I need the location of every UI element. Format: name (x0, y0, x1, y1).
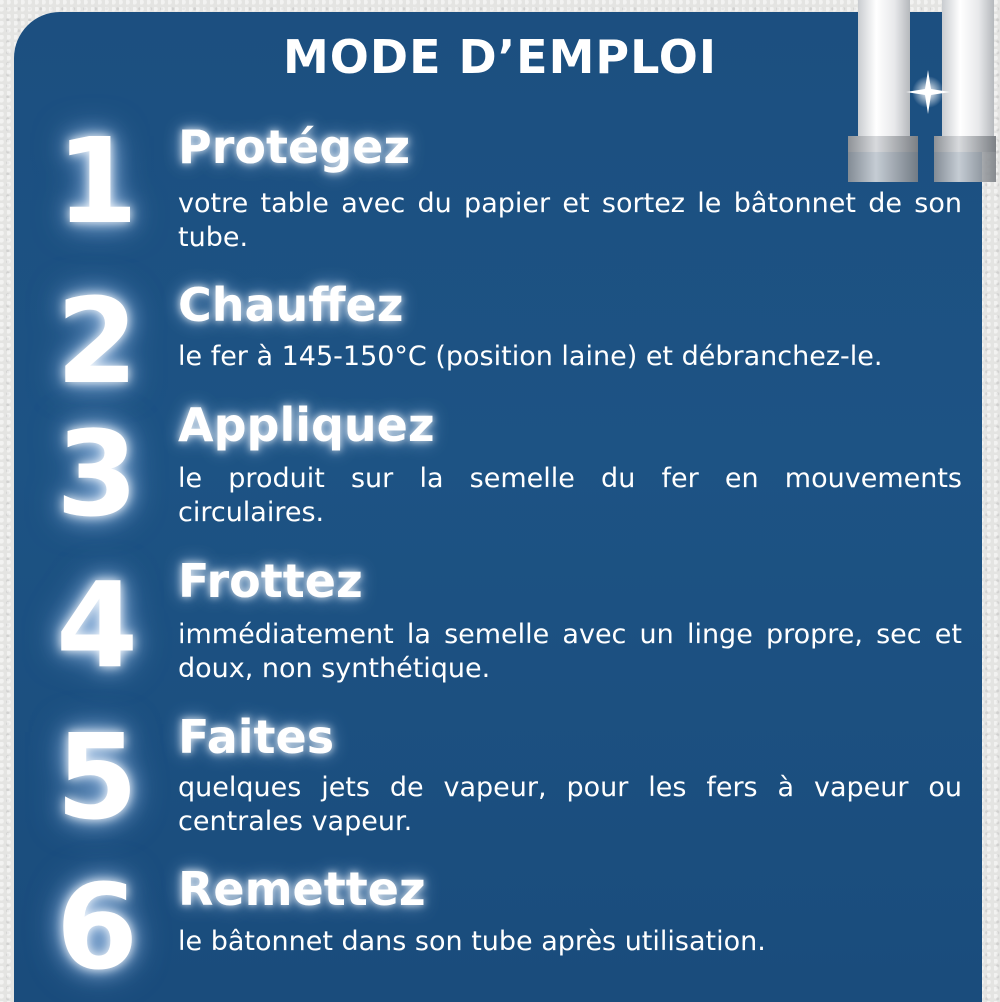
step-text: votre table avec du papier et sortez le bâtonnet de son tube. (178, 188, 962, 253)
page-title: MODE D’EMPLOI (283, 30, 717, 84)
step-heading: Appliquez (178, 398, 435, 452)
step-number: 1 (55, 112, 139, 250)
step-number: 4 (55, 556, 139, 694)
step-heading: Protégez (178, 120, 411, 174)
step-number: 6 (55, 858, 139, 996)
step-number: 3 (55, 405, 139, 543)
step-heading: Faites (178, 710, 335, 764)
step-heading: Remettez (178, 862, 426, 916)
step-text: le bâtonnet dans son tube après utilisation. (178, 926, 766, 957)
step-number: 5 (55, 708, 139, 846)
step-heading: Chauffez (178, 278, 404, 332)
step-text: le fer à 145-150°C (position laine) et débranchez-le. (178, 341, 883, 372)
step-heading: Frottez (178, 554, 363, 608)
step-text: immédiatement la semelle avec un linge propre, sec et doux, non synthétique. (178, 619, 962, 684)
step-number: 2 (55, 272, 139, 410)
step-text: quelques jets de vapeur, pour les fers à vapeur ou centrales vapeur. (178, 772, 962, 837)
product-tubes-icon (846, 0, 996, 182)
step-text: le produit sur la semelle du fer en mouvements circulaires. (178, 463, 962, 528)
